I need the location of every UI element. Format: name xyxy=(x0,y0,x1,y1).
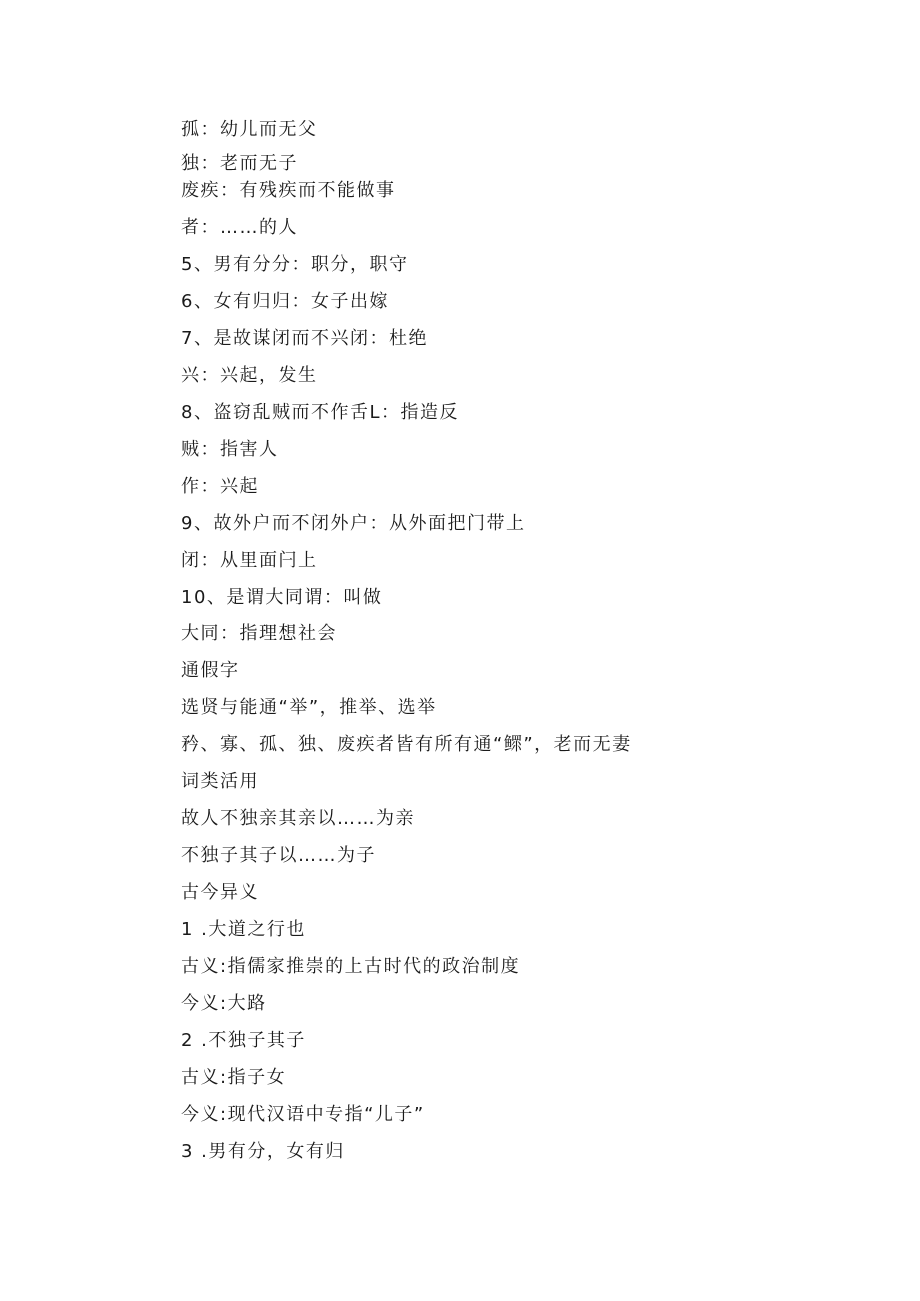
text-line: 10、是谓大同谓：叫做 xyxy=(181,587,383,608)
text-line: 今义:现代汉语中专指“儿子” xyxy=(181,1104,425,1125)
section-heading: 词类活用 xyxy=(181,771,259,792)
section-heading: 通假字 xyxy=(181,660,240,681)
text-line: 贼：指害人 xyxy=(181,439,279,460)
text-line: 废疾：有残疾而不能做事 xyxy=(181,180,396,201)
text-line: 闭：从里面闩上 xyxy=(181,550,318,571)
text-line: 6、女有归归：女子出嫁 xyxy=(181,291,389,312)
text-line: 故人不独亲其亲以……为亲 xyxy=(181,808,415,829)
section-heading: 古今异义 xyxy=(181,882,259,903)
text-line: 3 .男有分，女有归 xyxy=(181,1141,345,1162)
text-line: 兴：兴起，发生 xyxy=(181,365,318,386)
text-line: 5、男有分分：职分，职守 xyxy=(181,254,409,275)
text-line: 孤：幼儿而无父 xyxy=(181,119,318,140)
text-line: 选贤与能通“举”，推举、选举 xyxy=(181,697,437,718)
text-line: 大同：指理想社会 xyxy=(181,623,337,644)
text-line: 者：……的人 xyxy=(181,217,298,238)
text-line: 独：老而无子 xyxy=(181,153,298,174)
text-line: 7、是故谋闭而不兴闭：杜绝 xyxy=(181,328,428,349)
text-line: 9、故外户而不闭外户：从外面把门带上 xyxy=(181,513,526,534)
text-line: 8、盗窃乱贼而不作舌L：指造反 xyxy=(181,402,459,423)
text-line: 不独子其子以……为子 xyxy=(181,845,376,866)
text-line: 矜、寡、孤、独、废疾者皆有所有通“鳏”，老而无妻 xyxy=(181,734,632,755)
text-line: 作：兴起 xyxy=(181,476,259,497)
text-line: 今义:大路 xyxy=(181,993,267,1014)
text-line: 1 .大道之行也 xyxy=(181,919,306,940)
text-line: 2 .不独子其子 xyxy=(181,1030,306,1051)
text-line: 古义:指子女 xyxy=(181,1067,287,1088)
text-line: 古义:指儒家推崇的上古时代的政治制度 xyxy=(181,956,521,977)
